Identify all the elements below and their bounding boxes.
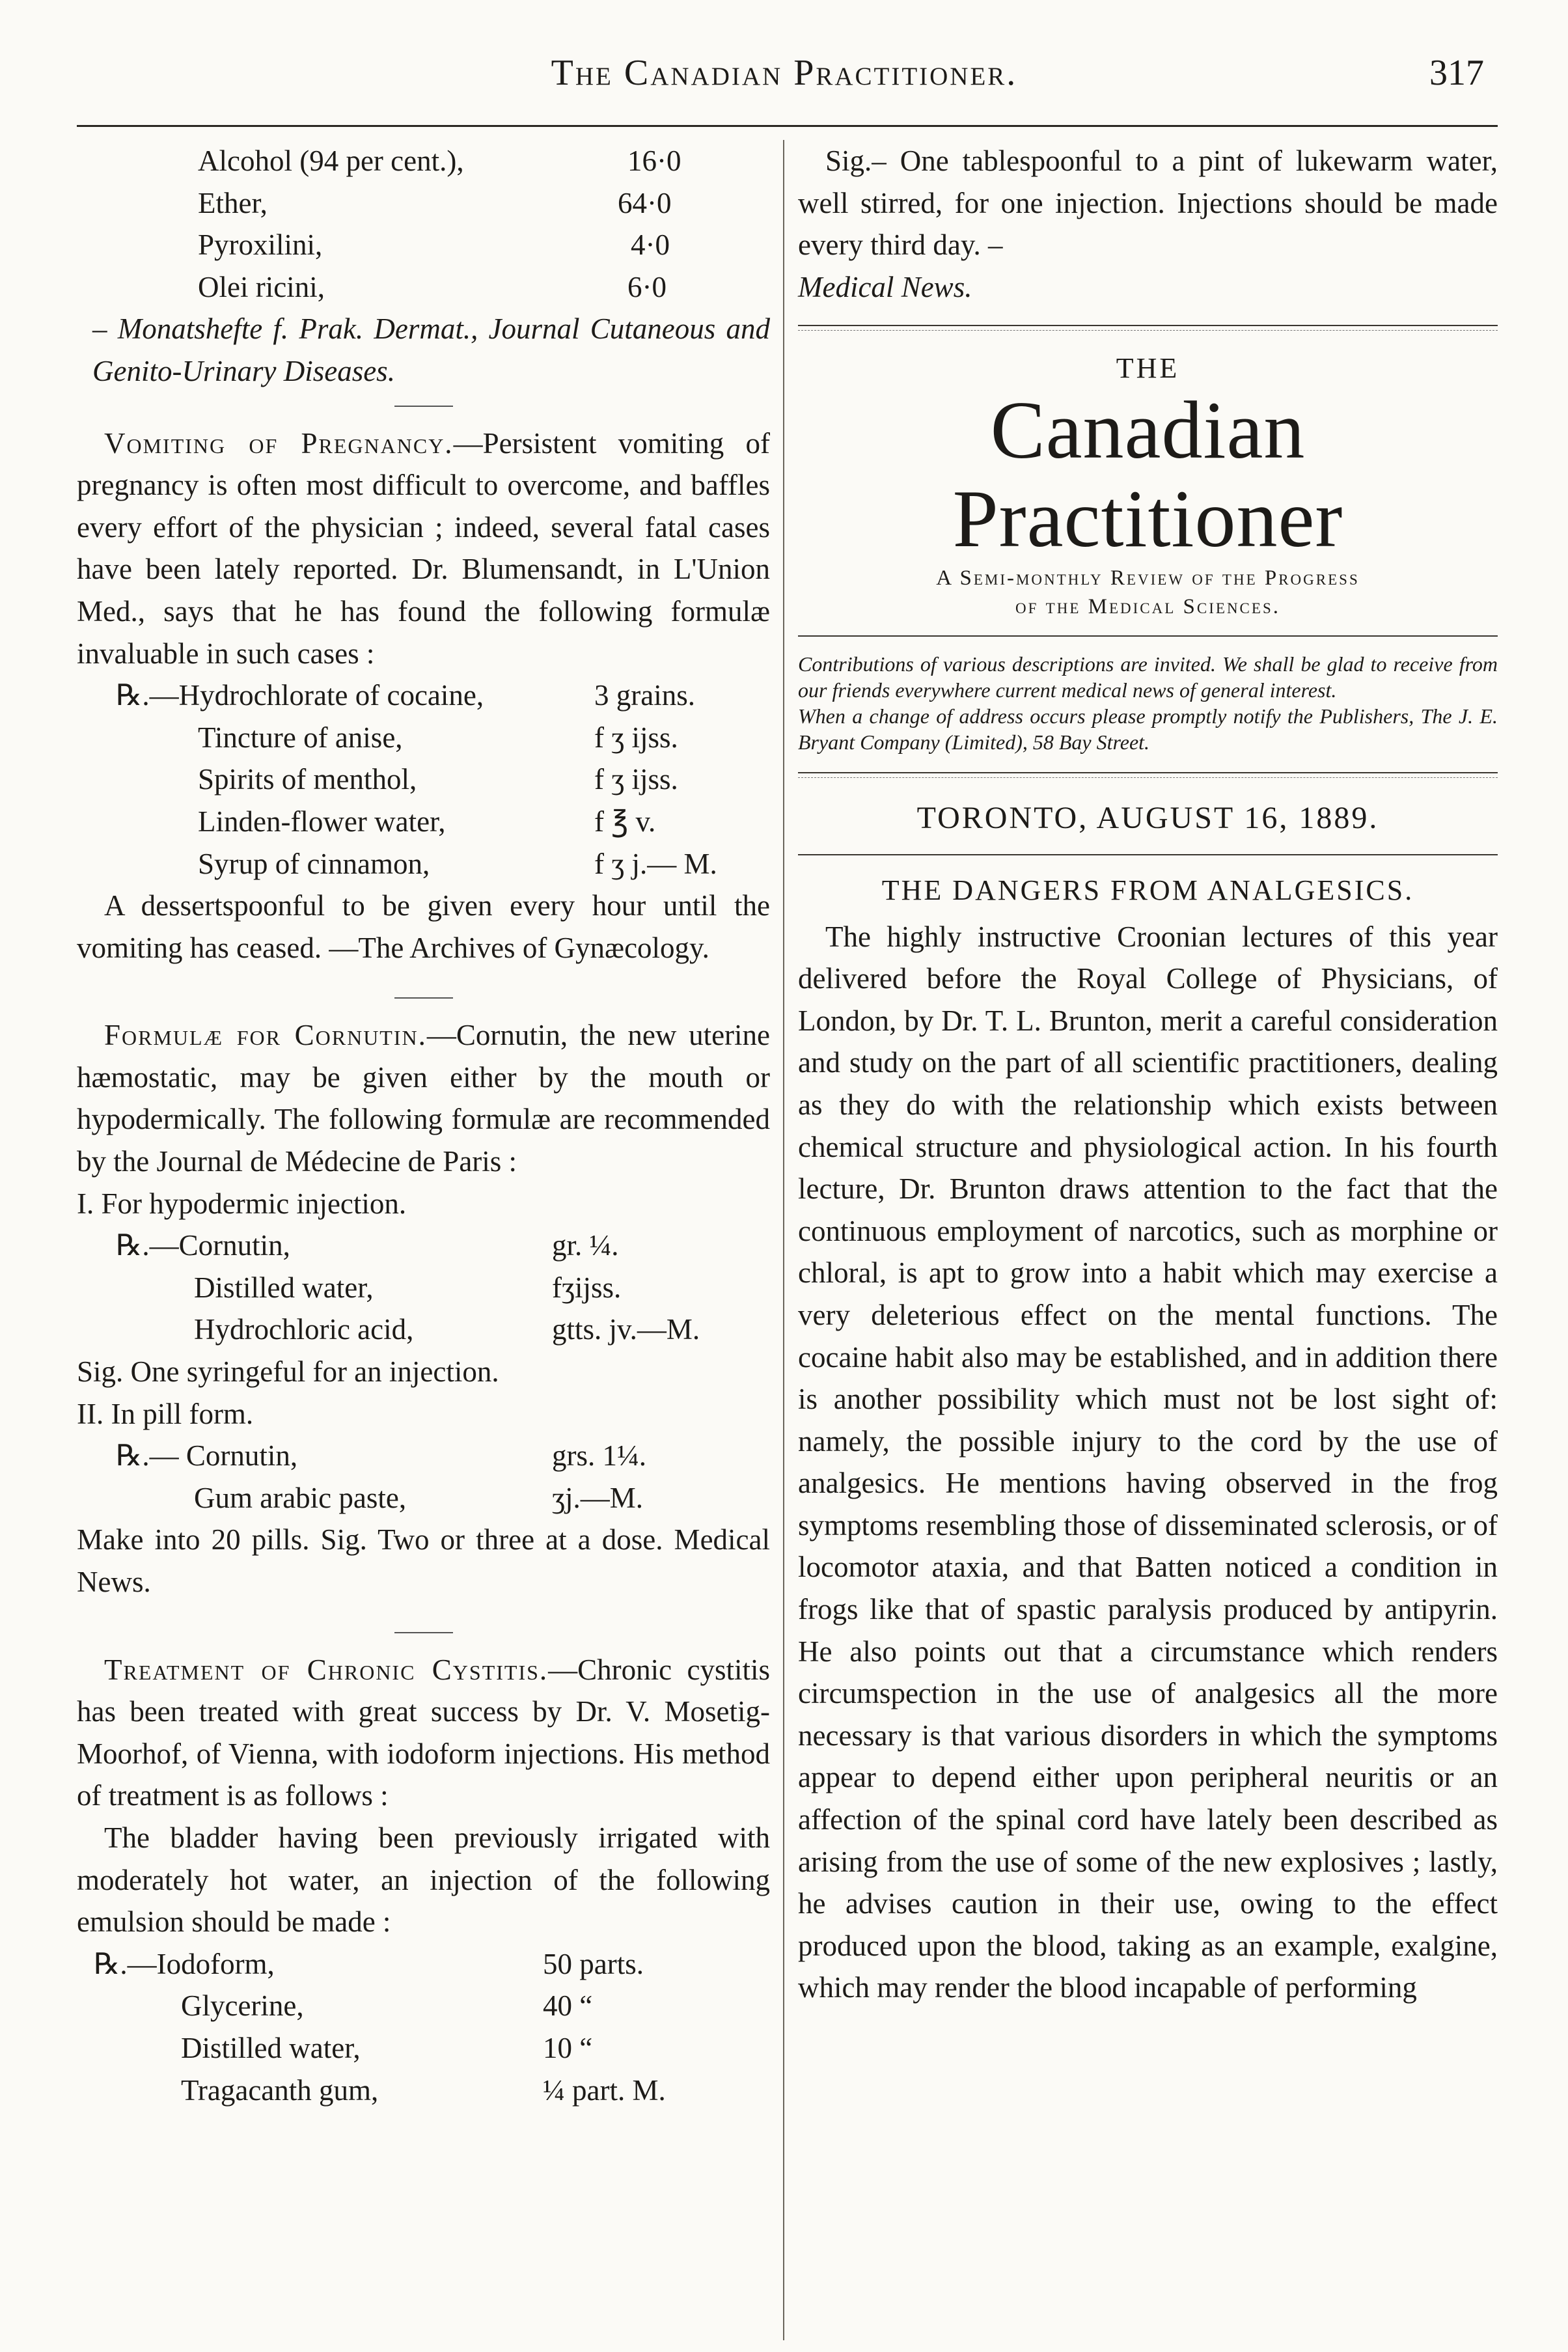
recipe-item: Distilled water, [194, 1271, 374, 1304]
cystitis-body-2: The bladder having been previously irrigated with moderately hot water, an injection of the following emulsion should be made : [77, 1821, 770, 1939]
page-number: 317 [1429, 53, 1484, 93]
recipe-qty: 50 parts. [543, 1947, 644, 1980]
column-divider [783, 140, 784, 2340]
cornutin-sig-1: Sig. One syringeful for an injection. [77, 1355, 499, 1389]
masthead-top-rule [798, 325, 1498, 331]
recipe-qty: 16·0 [627, 145, 681, 177]
cornutin-section [77, 1014, 770, 1182]
recipe-item: Glycerine, [181, 1989, 304, 2023]
recipe-qty: ¼ part. M. [543, 2073, 666, 2107]
recipe-row [77, 843, 770, 885]
dateline-top-rule [798, 772, 1498, 778]
vomiting-after: A dessertspoonful to be given every hour until the vomiting has ceased. —The Archives of Gynæcology. [77, 889, 770, 964]
recipe-item: Gum arabic paste, [194, 1481, 407, 1514]
cornutin-heading: Formulæ for Cornutin. [104, 1019, 427, 1052]
recipe-row [77, 140, 770, 182]
recipe-row [77, 224, 770, 266]
recipe-1 [77, 140, 770, 393]
recipe-item: Hydrochloric acid, [194, 1313, 414, 1346]
cornutin-body: —Cornutin, the new uterine hæmostatic, may be given either by the mouth or hypodermically. The following formulæ are recommended by the Journal de Médecine de Paris : [77, 1019, 771, 1178]
masthead-subtitle-1: A Semi-monthly Review of the Progress [936, 566, 1360, 590]
article-title: THE DANGERS FROM ANALGESICS. [881, 874, 1414, 906]
sig-source: Medical News. [798, 270, 972, 303]
recipe-row [77, 1985, 770, 2027]
masthead-subtitle-2: of the Medical Sciences. [1015, 595, 1280, 619]
recipe-qty: fʒijss. [552, 1271, 622, 1304]
dateline: TORONTO, AUGUST 16, 1889. [916, 801, 1379, 836]
right-column [798, 140, 1498, 2009]
recipe-item: Alcohol (94 per cent.), [198, 145, 464, 177]
vomiting-body: —Persistent vomiting of pregnancy is often most difficult to overcome, and baffles every effort of the physician ; indeed, several fatal cases have been lately reported. Dr. Blumensandt, in L'Union Med., says that he has found the following formulæ invaluable in such cases : [77, 426, 770, 670]
dateline-rule [798, 854, 1498, 855]
recipe-row [77, 1267, 770, 1309]
recipe-item: Tragacanth gum, [181, 2073, 379, 2107]
recipe-item: Distilled water, [181, 2031, 361, 2064]
cornutin-after: Make into 20 pills. Sig. Two or three at a dose. Medical News. [77, 1523, 770, 1598]
cystitis-body: —Chronic cystitis has been treated with great success by Dr. V. Mosetig-Moorhof, of Vienna, with iodoform injections. His method of treatment is as follows : [77, 1653, 770, 1812]
recipe-qty: f ʒ j.— M. [594, 847, 717, 880]
cystitis-heading: Treatment of Chronic Cystitis. [104, 1653, 549, 1686]
contributions-notice: Contributions of various descriptions are invited. We shall be glad to receive from our friends everywhere current medical news of general interest. [798, 652, 1498, 702]
address-notice: When a change of address occurs please promptly notify the Publishers, The J. E. Bryant Company (Limited), 58 Bay Street. [798, 704, 1498, 754]
vomiting-section [77, 422, 770, 675]
page-header [85, 52, 1484, 111]
recipe-item: Ether, [198, 186, 268, 219]
recipe-qty: f ʒ ijss. [594, 763, 678, 796]
vomiting-prescription [77, 674, 770, 885]
recipe-qty: f ʒ ijss. [594, 721, 678, 754]
recipe-item: Olei ricini, [198, 270, 325, 303]
recipe-row [77, 2069, 770, 2112]
cornutin-sub-1: I. For hypodermic injection. [77, 1187, 407, 1220]
recipe-row [77, 1308, 770, 1351]
recipe-row [77, 266, 770, 309]
section-divider [394, 997, 453, 999]
article-body: The highly instructive Croonian lectures of this year delivered before the Royal College of Physicians, of London, by Dr. T. L. Brunton, merit a careful consideration and study on the part of all scientific practitioners, dealing as they do with the relationship which exists between chemical structure and physiological action. In his fourth lecture, Dr. Brunton draws attention to the fact that the continuous employment of narcotics, such as morphine or chloral, is apt to grow into a habit which may exercise a very deleterious effect on the mental functions. The cocaine habit also may be established, and in addition there is another possibility which must not be lost sight of: namely, the possible injury to the cord by the use of analgesics. He mentions having observed in the frog symptoms resembling those of disseminated sclerosis, or of locomotor ataxia, and that Batten noticed a condition in frogs like that of spastic paralysis produced by antipyrin. He also points out that a circumstance which renders circumspection in the use of analgesics all the more necessary is that various disorders in which the symptoms appear to depend either upon peripheral neuritis or an affection of the spinal cord have lately been described as arising from the use of some of the new explosives ; lastly, he advises caution in their use, owing to the effect produced upon the blood, taking as an example, exalgine, which may render the blood incapable of performing [798, 920, 1498, 2004]
recipe-row [77, 674, 770, 717]
recipe-qty: gr. ¼. [552, 1229, 619, 1262]
masthead-title: Canadian Practitioner [952, 385, 1343, 565]
running-title: The Canadian Practitioner. [551, 53, 1018, 93]
recipe-row [77, 1435, 770, 1477]
recipe-item: Tincture of anise, [198, 721, 403, 754]
recipe-qty: 6·0 [627, 270, 667, 303]
recipe-1-source: – Monatshefte f. Prak. Dermat., Journal Cutaneous and Genito-Urinary Diseases. [92, 312, 770, 387]
recipe-row [77, 1943, 770, 1985]
sig-paragraph: Sig.– One tablespoonful to a pint of lukewarm water, well stirred, for one injection. Injections should be made every third day. – [798, 145, 1498, 262]
recipe-qty: gtts. jv.—M. [552, 1313, 700, 1346]
recipe-row [77, 758, 770, 801]
recipe-item: Pyroxilini, [198, 228, 323, 262]
recipe-qty: 10 “ [543, 2031, 593, 2064]
recipe-item: Syrup of cinnamon, [198, 847, 430, 880]
left-column [77, 140, 770, 2111]
header-rule [77, 125, 1498, 127]
cornutin-sub-2: II. In pill form. [77, 1397, 254, 1430]
recipe-item: ℞.—Hydrochlorate of cocaine, [116, 679, 484, 712]
recipe-item: Spirits of menthol, [198, 763, 417, 796]
recipe-qty: 4·0 [631, 228, 670, 262]
recipe-item: ℞.—Cornutin, [116, 1229, 290, 1262]
recipe-row [77, 1224, 770, 1267]
recipe-qty: 40 “ [543, 1989, 593, 2023]
recipe-item: ℞.— Cornutin, [116, 1439, 298, 1473]
section-divider [394, 1632, 453, 1633]
masthead-the: THE [1116, 352, 1180, 385]
recipe-qty: f ℥ v. [594, 805, 656, 838]
recipe-row [77, 1477, 770, 1519]
recipe-qty: 64·0 [618, 186, 672, 219]
recipe-qty: 3 grains. [594, 679, 695, 712]
recipe-row [77, 2027, 770, 2069]
recipe-row [77, 801, 770, 843]
recipe-row [77, 182, 770, 225]
masthead-rule [798, 635, 1498, 637]
recipe-qty: ʒj.—M. [552, 1481, 643, 1514]
recipe-item: Linden-flower water, [198, 805, 446, 838]
cystitis-section [77, 1649, 770, 1817]
vomiting-heading: Vomiting of Pregnancy. [104, 426, 454, 460]
section-divider [394, 406, 453, 407]
recipe-row [77, 717, 770, 759]
recipe-qty: grs. 1¼. [552, 1439, 646, 1473]
masthead [798, 350, 1498, 621]
recipe-item: ℞.—Iodoform, [94, 1947, 275, 1980]
